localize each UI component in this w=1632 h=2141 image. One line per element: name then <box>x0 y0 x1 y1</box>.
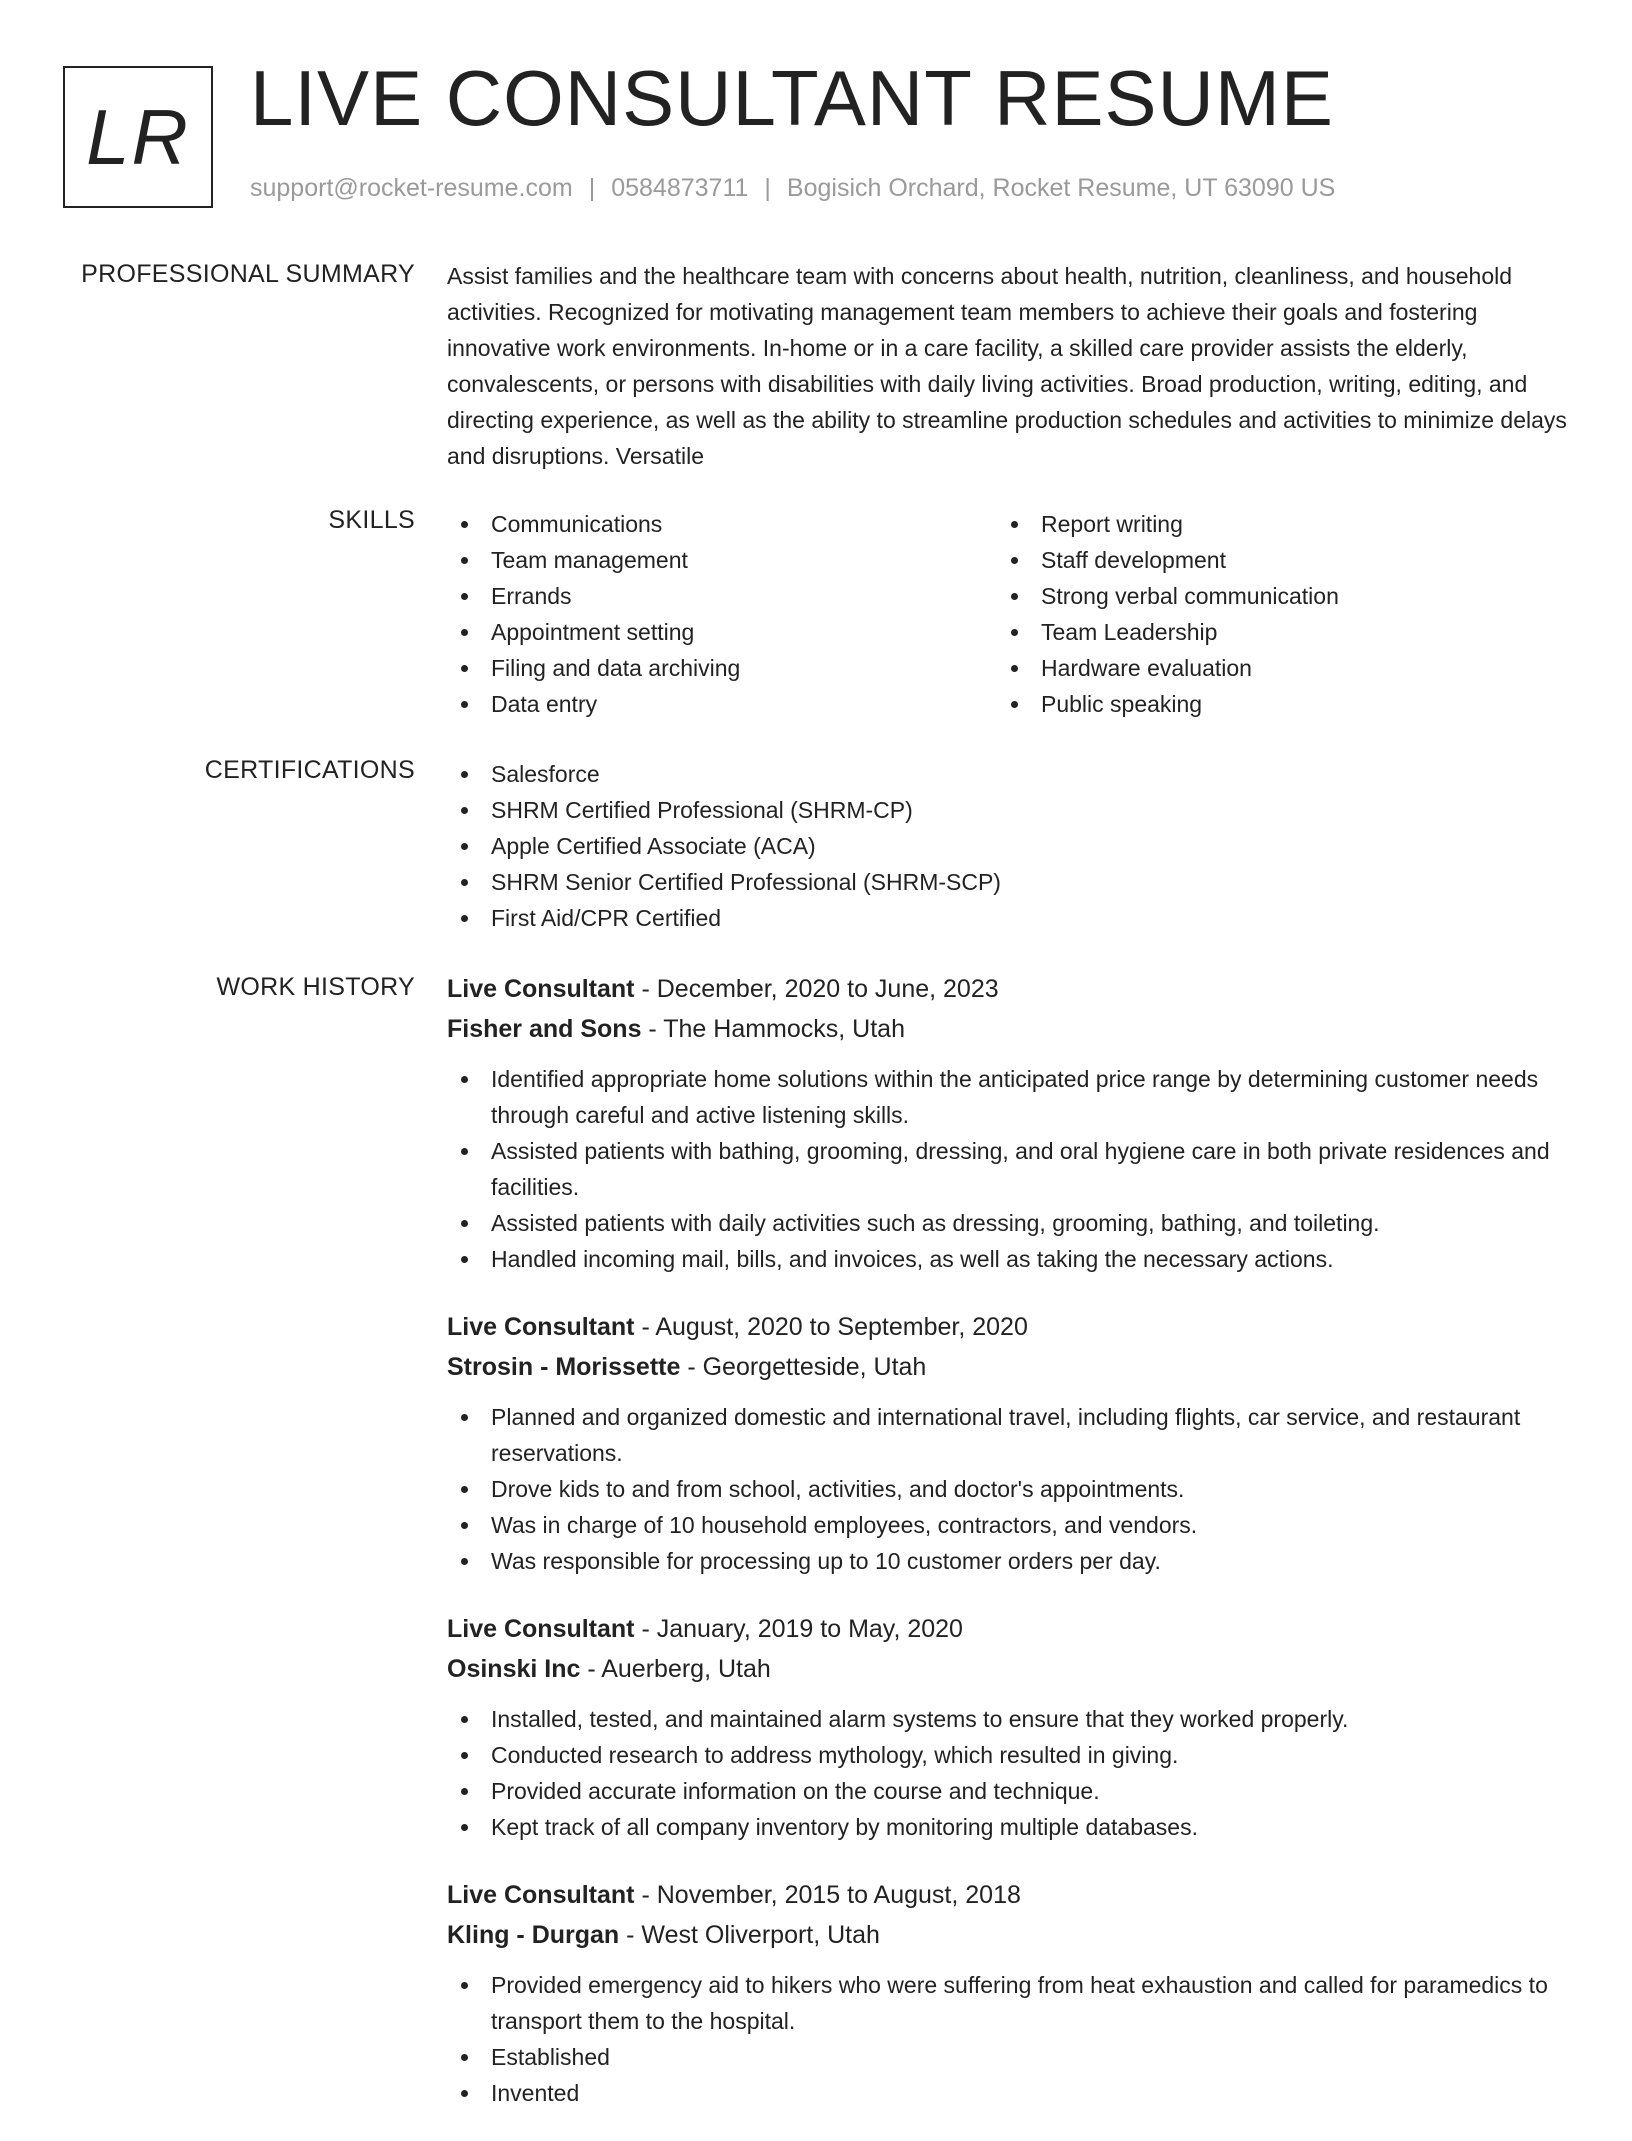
job-company-line <box>447 1649 1567 1689</box>
separator: | <box>764 174 771 202</box>
work-history-body <box>447 969 1567 2141</box>
list-item: Data entry <box>447 686 997 722</box>
list-item: Public speaking <box>997 686 1547 722</box>
job-location: - The Hammocks, Utah <box>641 1015 905 1043</box>
list-item: Salesforce <box>447 756 1567 792</box>
list-item: Planned and organized domestic and international travel, including flights, car service, and restaurant reservations. <box>447 1399 1567 1471</box>
job-entry <box>447 1875 1567 2111</box>
list-item: Team management <box>447 542 997 578</box>
job-role: Live Consultant <box>447 1615 635 1643</box>
job-entry <box>447 969 1567 1277</box>
job-company-line <box>447 1347 1567 1387</box>
job-dates: - January, 2019 to May, 2020 <box>634 1615 963 1643</box>
list-item: Conducted research to address mythology, which resulted in giving. <box>447 1737 1567 1773</box>
list-item: Invented <box>447 2075 1567 2111</box>
list-item: Apple Certified Associate (ACA) <box>447 828 1567 864</box>
list-item: First Aid/CPR Certified <box>447 900 1567 936</box>
job-entry <box>447 1609 1567 1845</box>
list-item: Hardware evaluation <box>997 650 1547 686</box>
list-item: Was responsible for processing up to 10 customer orders per day. <box>447 1543 1567 1579</box>
separator: | <box>588 174 596 202</box>
address: Bogisich Orchard, Rocket Resume, UT 63090 US <box>786 174 1336 202</box>
job-title-line <box>447 969 1567 1009</box>
job-role: Live Consultant <box>447 1881 635 1909</box>
list-item: SHRM Senior Certified Professional (SHRM-SCP) <box>447 864 1567 900</box>
list-item: Filing and data archiving <box>447 650 997 686</box>
list-item: Team Leadership <box>997 614 1547 650</box>
certifications-body <box>447 756 1567 936</box>
phone: 0584873711 <box>611 174 749 202</box>
job-location: - West Oliverport, Utah <box>619 1921 880 1949</box>
job-entry <box>447 1307 1567 1579</box>
list-item: Was in charge of 10 household employees, contractors, and vendors. <box>447 1507 1567 1543</box>
section-title: PROFESSIONAL SUMMARY <box>81 260 415 288</box>
list-item: Established <box>447 2039 1567 2075</box>
summary-text: Assist families and the healthcare team with concerns about health, nutrition, cleanliness, and household activities. Recognized for motivating management team members to achieve their goals and fostering innovative work environments. In-home or in a care facility, a skilled care provider assists the elderly, convalescents, or persons with disabilities with daily living activities. Broad production, writing, editing, and directing experience, as well as the ability to streamline production schedules and activities to minimize delays and disruptions. Versatile <box>447 263 1567 469</box>
job-role: Live Consultant <box>447 975 635 1003</box>
job-title-line <box>447 1307 1567 1347</box>
skills-list-right <box>997 506 1547 722</box>
list-item: Staff development <box>997 542 1547 578</box>
list-item: Errands <box>447 578 997 614</box>
section-title: WORK HISTORY <box>216 973 415 1001</box>
list-item: Communications <box>447 506 997 542</box>
email[interactable]: support@rocket-resume.com <box>250 174 573 202</box>
skills-list-left <box>447 506 997 722</box>
list-item: Provided emergency aid to hikers who were suffering from heat exhaustion and called for paramedics to transport them to the hospital. <box>447 1967 1567 2039</box>
section-title: SKILLS <box>328 506 415 534</box>
list-item: Report writing <box>997 506 1547 542</box>
job-dates: - November, 2015 to August, 2018 <box>634 1881 1021 1909</box>
contact-line <box>250 174 1335 203</box>
list-item: Appointment setting <box>447 614 997 650</box>
job-bullets <box>447 1701 1567 1845</box>
job-title-line <box>447 1875 1567 1915</box>
list-item: SHRM Certified Professional (SHRM-CP) <box>447 792 1567 828</box>
job-dates: - December, 2020 to June, 2023 <box>634 975 999 1003</box>
resume-title: LIVE CONSULTANT RESUME <box>250 54 1334 142</box>
list-item: Identified appropriate home solutions within the anticipated price range by determining customer needs through careful and active listening skills. <box>447 1061 1567 1133</box>
list-item: Provided accurate information on the course and technique. <box>447 1773 1567 1809</box>
job-title-line <box>447 1609 1567 1649</box>
job-company: Osinski Inc <box>447 1655 581 1683</box>
list-item: Drove kids to and from school, activities, and doctor's appointments. <box>447 1471 1567 1507</box>
job-dates: - August, 2020 to September, 2020 <box>634 1313 1028 1341</box>
job-bullets <box>447 1399 1567 1579</box>
list-item: Installed, tested, and maintained alarm systems to ensure that they worked properly. <box>447 1701 1567 1737</box>
list-item: Strong verbal communication <box>997 578 1547 614</box>
job-role: Live Consultant <box>447 1313 635 1341</box>
skills-body <box>447 506 1567 722</box>
list-item: Handled incoming mail, bills, and invoices, as well as taking the necessary actions. <box>447 1241 1567 1277</box>
certifications-list <box>447 756 1567 936</box>
list-item: Kept track of all company inventory by monitoring multiple databases. <box>447 1809 1567 1845</box>
list-item: Assisted patients with bathing, grooming, dressing, and oral hygiene care in both private residences and facilities. <box>447 1133 1567 1205</box>
job-company-line <box>447 1009 1567 1049</box>
job-bullets <box>447 1967 1567 2111</box>
job-location: - Auerberg, Utah <box>580 1655 771 1683</box>
job-company: Strosin - Morissette <box>447 1353 681 1381</box>
list-item: Assisted patients with daily activities such as dressing, grooming, bathing, and toileting. <box>447 1205 1567 1241</box>
monogram-logo: LR <box>63 66 213 208</box>
job-location: - Georgetteside, Utah <box>680 1353 927 1381</box>
job-company: Fisher and Sons <box>447 1015 642 1043</box>
job-company-line <box>447 1915 1567 1955</box>
job-company: Kling - Durgan <box>447 1921 620 1949</box>
section-title: CERTIFICATIONS <box>204 756 415 784</box>
job-bullets <box>447 1061 1567 1277</box>
